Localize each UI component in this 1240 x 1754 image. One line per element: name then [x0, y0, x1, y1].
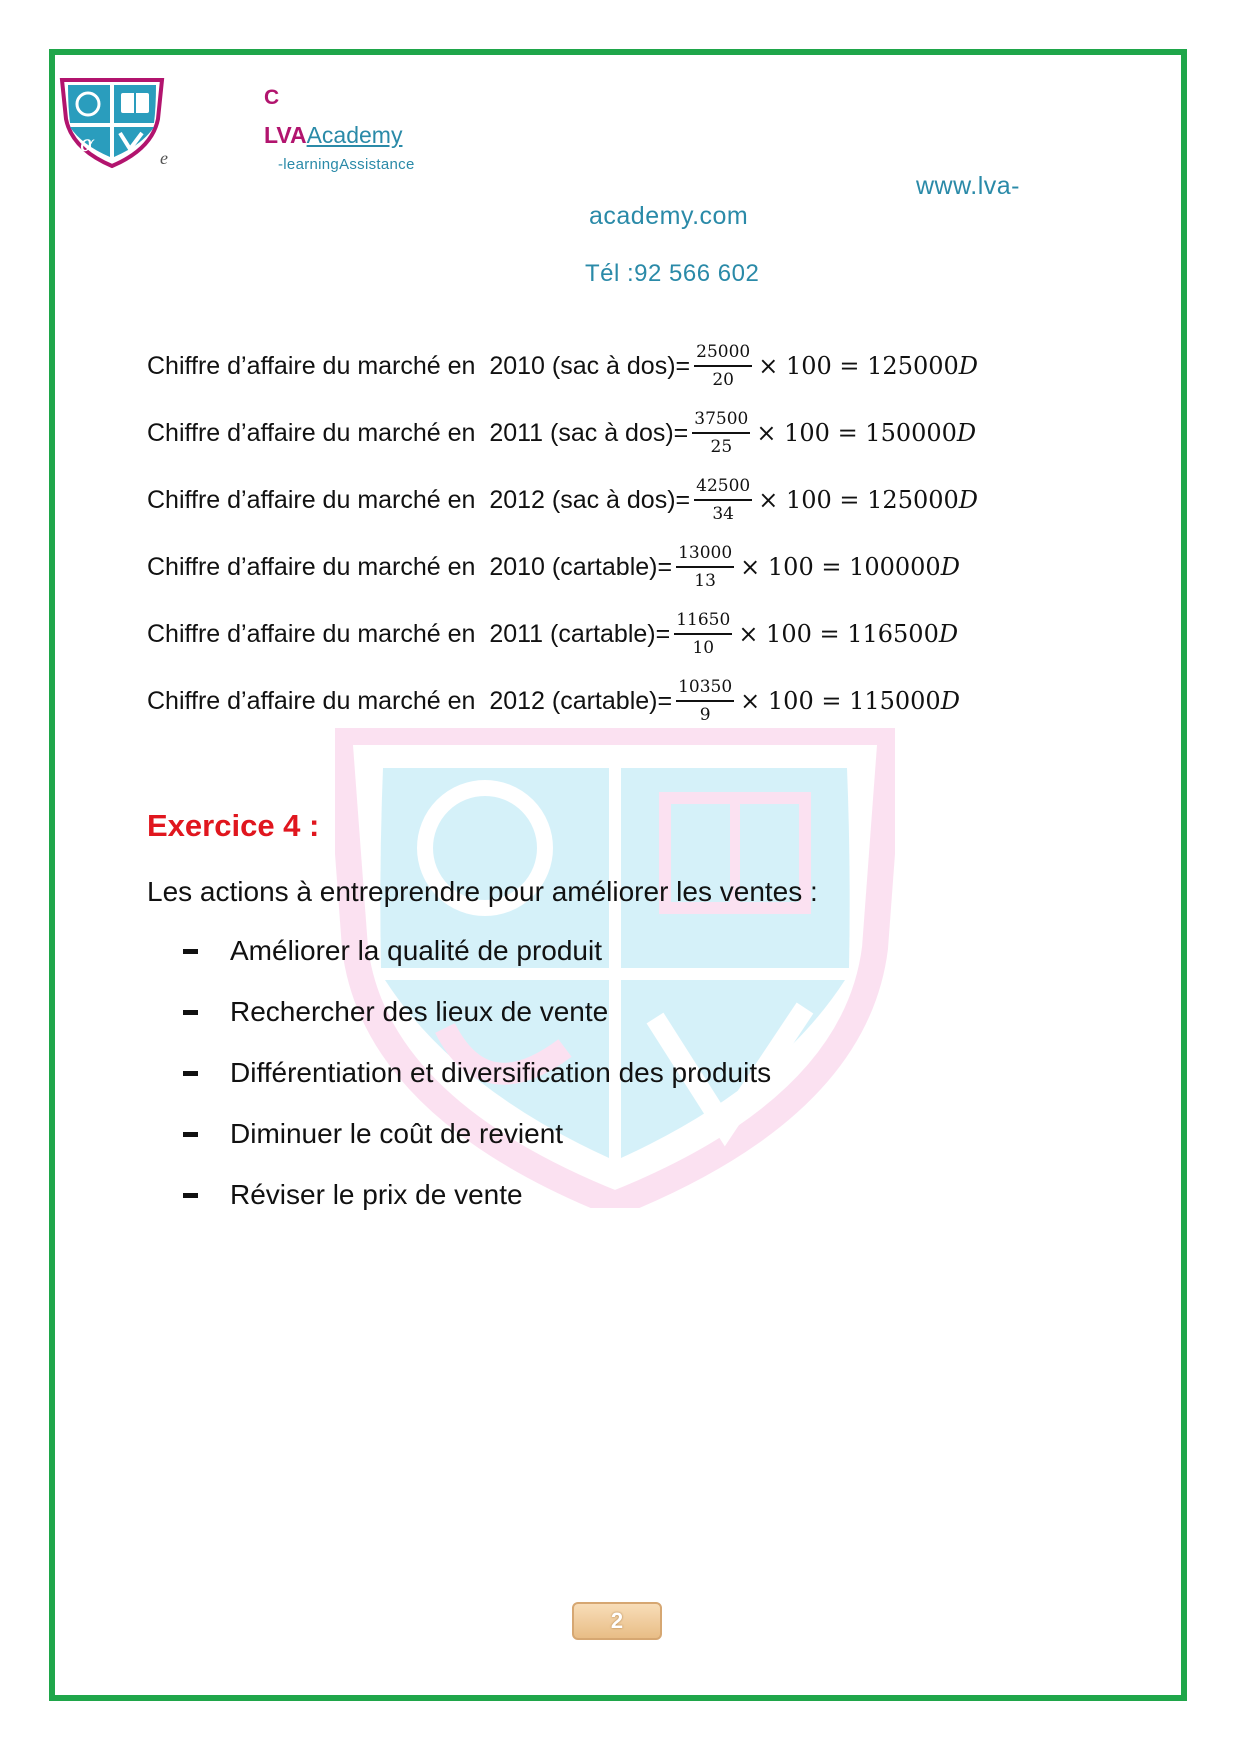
list-item — [183, 1053, 771, 1093]
equation-label: Chiffre d’affaire du marché en 2011 (sac à dos)= — [147, 418, 689, 447]
equation-label: Chiffre d’affaire du marché en 2012 (cartable)= — [147, 686, 673, 715]
fraction — [676, 677, 734, 725]
list-item — [183, 1114, 563, 1154]
fraction-numerator: 10350 — [676, 677, 734, 702]
equation-result-value: × 100 = 116500 — [738, 620, 939, 648]
phone-number: Tél :92 566 602 — [585, 260, 760, 287]
dash-bullet-icon — [183, 1193, 198, 1198]
equation-unit: D — [940, 553, 960, 581]
website-link-part2[interactable]: academy.com — [589, 202, 749, 230]
fraction-denominator: 13 — [694, 571, 716, 591]
fraction-denominator: 9 — [699, 705, 711, 725]
list-item — [183, 931, 602, 971]
fraction — [694, 342, 752, 390]
fraction-numerator: 13000 — [676, 543, 734, 568]
equation-result-value: × 100 = 100000 — [740, 553, 941, 581]
dash-bullet-icon — [183, 1132, 198, 1137]
equation-row — [147, 604, 958, 664]
fraction-numerator: 37500 — [692, 409, 750, 434]
logo-e-mark: e — [160, 148, 168, 168]
fraction-numerator: 42500 — [694, 476, 752, 501]
fraction-denominator: 25 — [710, 437, 733, 457]
equation-unit: D — [958, 352, 979, 380]
equation-unit: D — [938, 620, 959, 648]
fraction — [694, 476, 752, 524]
brand-name — [264, 122, 402, 149]
dash-bullet-icon — [183, 949, 198, 954]
equation-row — [147, 671, 960, 731]
exercise-intro: Les actions à entreprendre pour améliorer les ventes : — [147, 876, 818, 907]
equation-result-value: × 100 = 125000 — [758, 352, 959, 380]
equation-result — [756, 419, 976, 447]
equation-label: Chiffre d’affaire du marché en 2011 (cartable)= — [147, 619, 671, 648]
fraction-denominator: 10 — [692, 638, 715, 658]
exercise-title: Exercice 4 : — [147, 808, 320, 843]
list-item-text: Diminuer le coût de revient — [230, 1118, 564, 1149]
equation-row — [147, 336, 978, 396]
equation-unit: D — [958, 486, 979, 514]
brand-lva: LVA — [264, 122, 307, 148]
website-link-part1[interactable]: www.lva- — [916, 172, 1021, 200]
equation-result-value: × 100 = 115000 — [740, 687, 941, 715]
equation-unit: D — [940, 687, 960, 715]
list-item — [183, 1175, 523, 1215]
fraction-numerator: 25000 — [694, 342, 752, 367]
equation-row — [147, 537, 960, 597]
equation-result — [758, 486, 978, 514]
brand-letter: C — [264, 86, 280, 109]
svg-text:α: α — [80, 132, 95, 157]
fraction — [692, 409, 750, 457]
page-number: 2 — [572, 1602, 662, 1640]
dash-bullet-icon — [183, 1010, 198, 1015]
equation-row — [147, 470, 978, 530]
equation-result — [740, 687, 960, 715]
equation-result — [758, 352, 978, 380]
fraction — [676, 543, 734, 591]
list-item-text: Rechercher des lieux de vente — [230, 996, 609, 1027]
list-item-text: Réviser le prix de vente — [230, 1179, 523, 1210]
equation-label: Chiffre d’affaire du marché en 2010 (sac à dos)= — [147, 351, 691, 380]
fraction-denominator: 20 — [712, 370, 734, 390]
equation-label: Chiffre d’affaire du marché en 2012 (sac à dos)= — [147, 485, 691, 514]
list-item-text: Améliorer la qualité de produit — [230, 935, 602, 966]
equation-label: Chiffre d’affaire du marché en 2010 (cartable)= — [147, 552, 673, 581]
list-item-text: Différentiation et diversification des produits — [230, 1057, 772, 1088]
equation-result-value: × 100 = 150000 — [756, 419, 957, 447]
lva-logo-icon — [58, 77, 166, 169]
equation-result — [740, 553, 960, 581]
brand-academy: Academy — [306, 122, 403, 148]
dash-bullet-icon — [183, 1071, 198, 1076]
list-item — [183, 992, 608, 1032]
equation-unit: D — [956, 419, 977, 447]
equation-result — [738, 620, 958, 648]
fraction-denominator: 34 — [712, 504, 734, 524]
brand-tagline: -learningAssistance — [278, 156, 415, 173]
fraction-numerator: 11650 — [674, 610, 732, 635]
equation-result-value: × 100 = 125000 — [758, 486, 959, 514]
equation-row — [147, 403, 976, 463]
fraction — [674, 610, 732, 658]
